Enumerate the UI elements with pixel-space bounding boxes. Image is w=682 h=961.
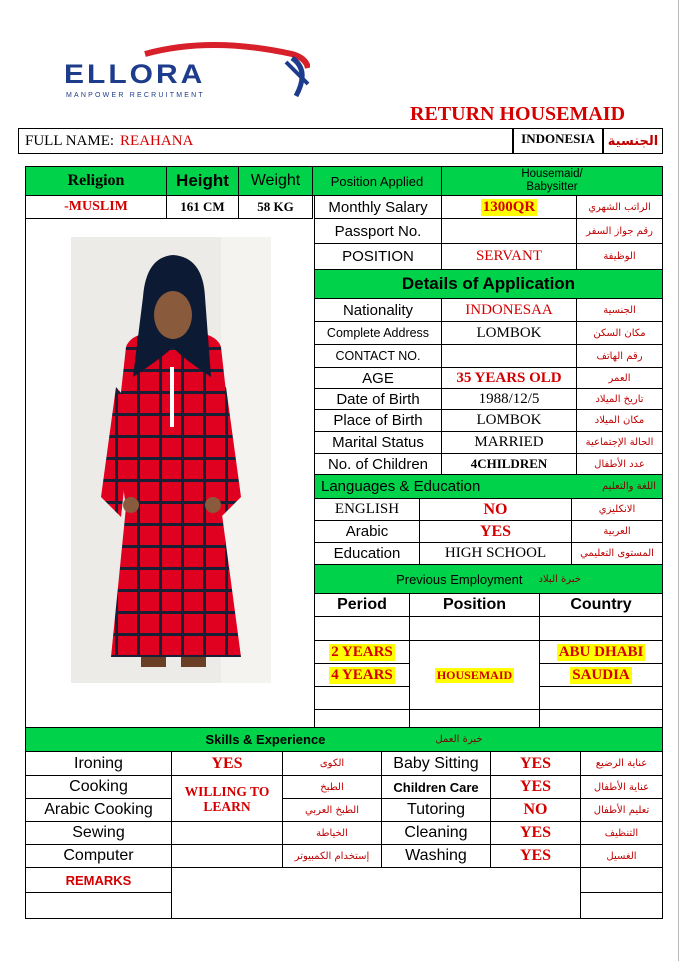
computer-value — [171, 844, 283, 868]
ironing-ar: الكوى — [282, 751, 382, 776]
baby-ar: عناية الرضيع — [580, 751, 663, 776]
pob-label: Place of Birth — [314, 409, 442, 432]
passport-value — [441, 218, 577, 244]
height-value: 161 CM — [166, 195, 239, 219]
nationality-value: INDONESAA — [441, 298, 577, 322]
children-care-label: Children Care — [381, 775, 491, 799]
sewing-ar: الخياطة — [282, 821, 382, 845]
emp-period-2: 4 YEARS — [331, 666, 393, 683]
arabic-cooking-label: Arabic Cooking — [25, 798, 172, 822]
full-name-cell — [18, 128, 513, 154]
emp-blank-1b — [409, 616, 540, 641]
previous-heading — [314, 564, 663, 594]
cleaning-value: YES — [490, 821, 581, 845]
education-value: HIGH SCHOOL — [419, 542, 572, 565]
computer-label: Computer — [25, 844, 172, 868]
previous-title-ar: خبرة البلاد — [538, 573, 581, 585]
passport-ar: رقم جواز السفر — [576, 218, 663, 244]
full-name-label: FULL NAME: — [25, 132, 115, 149]
address-ar: مكان السكن — [576, 321, 663, 345]
children-ar: عدد الأطفال — [576, 453, 663, 475]
washing-ar: الغسيل — [580, 844, 663, 868]
emp-position-header: Position — [409, 593, 540, 617]
religion-header: Religion — [25, 166, 167, 196]
computer-ar: إستخدام الكمبيوتر — [282, 844, 382, 868]
person-silhouette-icon — [71, 237, 271, 683]
emp-period-1-cell — [314, 640, 410, 664]
children-label: No. of Children — [314, 453, 442, 475]
remarks-content — [171, 867, 581, 919]
nationality-label: Nationality — [314, 298, 442, 322]
emp-blank-1a — [314, 616, 410, 641]
tutoring-value: NO — [490, 798, 581, 822]
document-title: RETURN HOUSEMAID — [410, 103, 626, 125]
cleaning-ar: التنظيف — [580, 821, 663, 845]
education-label: Education — [314, 542, 420, 565]
baby-value: YES — [490, 751, 581, 776]
weight-value: 58 KG — [238, 195, 313, 219]
skills-title: Skills & Experience — [205, 732, 326, 747]
position-value: SERVANT — [441, 243, 577, 270]
logo-brand: ELLORA — [64, 59, 206, 90]
emp-blank-4c — [539, 686, 663, 710]
age-label: AGE — [314, 367, 442, 389]
emp-position-value: HOUSEMAID — [436, 667, 513, 682]
passport-label: Passport No. — [314, 218, 442, 244]
emp-blank-5a — [314, 709, 410, 728]
age-value: 35 YEARS OLD — [441, 367, 577, 389]
age-ar: العمر — [576, 367, 663, 389]
emp-country-1: ABU DHABI — [558, 643, 644, 660]
nationality-ar: الجنسية — [576, 298, 663, 322]
remarks-right-top — [580, 867, 663, 893]
ironing-value: YES — [171, 751, 283, 776]
sewing-value — [171, 821, 283, 845]
address-value: LOMBOK — [441, 321, 577, 345]
candidate-photo — [71, 237, 271, 683]
marital-ar: الحالة الإجتماعية — [576, 431, 663, 454]
languages-title-ar: اللغة والتعليم — [602, 481, 656, 492]
period-header: Period — [314, 593, 410, 617]
emp-position-cell — [409, 640, 540, 710]
emp-period-1: 2 YEARS — [331, 643, 393, 660]
skills-heading — [25, 727, 663, 752]
ironing-label: Ironing — [25, 751, 172, 776]
contact-value — [441, 344, 577, 368]
tutoring-ar: تعليم الأطفال — [580, 798, 663, 822]
position-ar: الوظيفة — [576, 243, 663, 270]
emp-blank-5c — [539, 709, 663, 728]
height-header: Height — [166, 166, 239, 196]
english-value: NO — [419, 498, 572, 521]
english-label: ENGLISH — [314, 498, 420, 521]
washing-value: YES — [490, 844, 581, 868]
remarks-right-bottom — [580, 892, 663, 919]
children-care-value: YES — [490, 775, 581, 799]
religion-value: -MUSLIM — [25, 195, 167, 219]
salary-ar: الراتب الشهري — [576, 195, 663, 219]
weight-header: Weight — [238, 166, 313, 196]
languages-title: Languages & Education — [321, 478, 481, 495]
sewing-label: Sewing — [25, 821, 172, 845]
tutoring-label: Tutoring — [381, 798, 491, 822]
children-care-ar: عناية الأطفال — [580, 775, 663, 799]
washing-label: Washing — [381, 844, 491, 868]
languages-heading — [314, 474, 663, 499]
emp-country-1-cell — [539, 640, 663, 664]
logo-tagline: MANPOWER RECRUITMENT — [66, 92, 205, 99]
baby-label: Baby Sitting — [381, 751, 491, 776]
marital-value: MARRIED — [441, 431, 577, 454]
arabic-ar: العربية — [571, 520, 663, 543]
arabic-value: YES — [419, 520, 572, 543]
details-heading: Details of Application — [314, 269, 663, 299]
position-applied-value — [441, 166, 663, 196]
cooking-ar: الطبخ — [282, 775, 382, 799]
address-label: Complete Address — [314, 321, 442, 345]
emp-country-2: SAUDIA — [572, 666, 630, 683]
cooking-value: WILLING TO LEARN — [184, 783, 270, 814]
contact-label: CONTACT NO. — [314, 344, 442, 368]
dob-label: Date of Birth — [314, 388, 442, 410]
nationality-header: INDONESIA — [513, 128, 603, 154]
country-header: Country — [539, 593, 663, 617]
contact-ar: رقم الهاتف — [576, 344, 663, 368]
company-logo — [60, 40, 310, 110]
position-applied-header: Position Applied — [312, 166, 442, 196]
pob-value: LOMBOK — [441, 409, 577, 432]
marital-label: Marital Status — [314, 431, 442, 454]
education-ar: المستوى التعليمي — [571, 542, 663, 565]
emp-blank-4a — [314, 686, 410, 710]
dob-value: 1988/12/5 — [441, 388, 577, 410]
full-name-value: REAHANA — [120, 132, 194, 149]
pob-ar: مكان الميلاد — [576, 409, 663, 432]
remarks-label: REMARKS — [25, 867, 172, 893]
cooking-label: Cooking — [25, 775, 172, 799]
position-label: POSITION — [314, 243, 442, 270]
cleaning-label: Cleaning — [381, 821, 491, 845]
page-edge-line — [678, 0, 679, 961]
english-ar: الانكليزي — [571, 498, 663, 521]
emp-blank-1c — [539, 616, 663, 641]
salary-value: 1300QR — [482, 198, 536, 215]
emp-period-2-cell — [314, 663, 410, 687]
salary-value-cell — [441, 195, 577, 219]
position-applied-text: Housemaid/ Babysitter — [521, 168, 583, 193]
emp-country-2-cell — [539, 663, 663, 687]
salary-label: Monthly Salary — [314, 195, 442, 219]
skills-title-ar: خبرة العمل — [435, 734, 483, 745]
emp-blank-5b — [409, 709, 540, 728]
cooking-value-cell — [171, 775, 283, 822]
previous-title: Previous Employment — [396, 571, 523, 587]
children-value: 4CHILDREN — [441, 453, 577, 475]
arabic-cooking-ar: الطبخ العربي — [282, 798, 382, 822]
nationality-header-ar: الجنسية — [603, 128, 663, 154]
arabic-label: Arabic — [314, 520, 420, 543]
dob-ar: تاريخ الميلاد — [576, 388, 663, 410]
remarks-left-blank — [25, 892, 172, 919]
